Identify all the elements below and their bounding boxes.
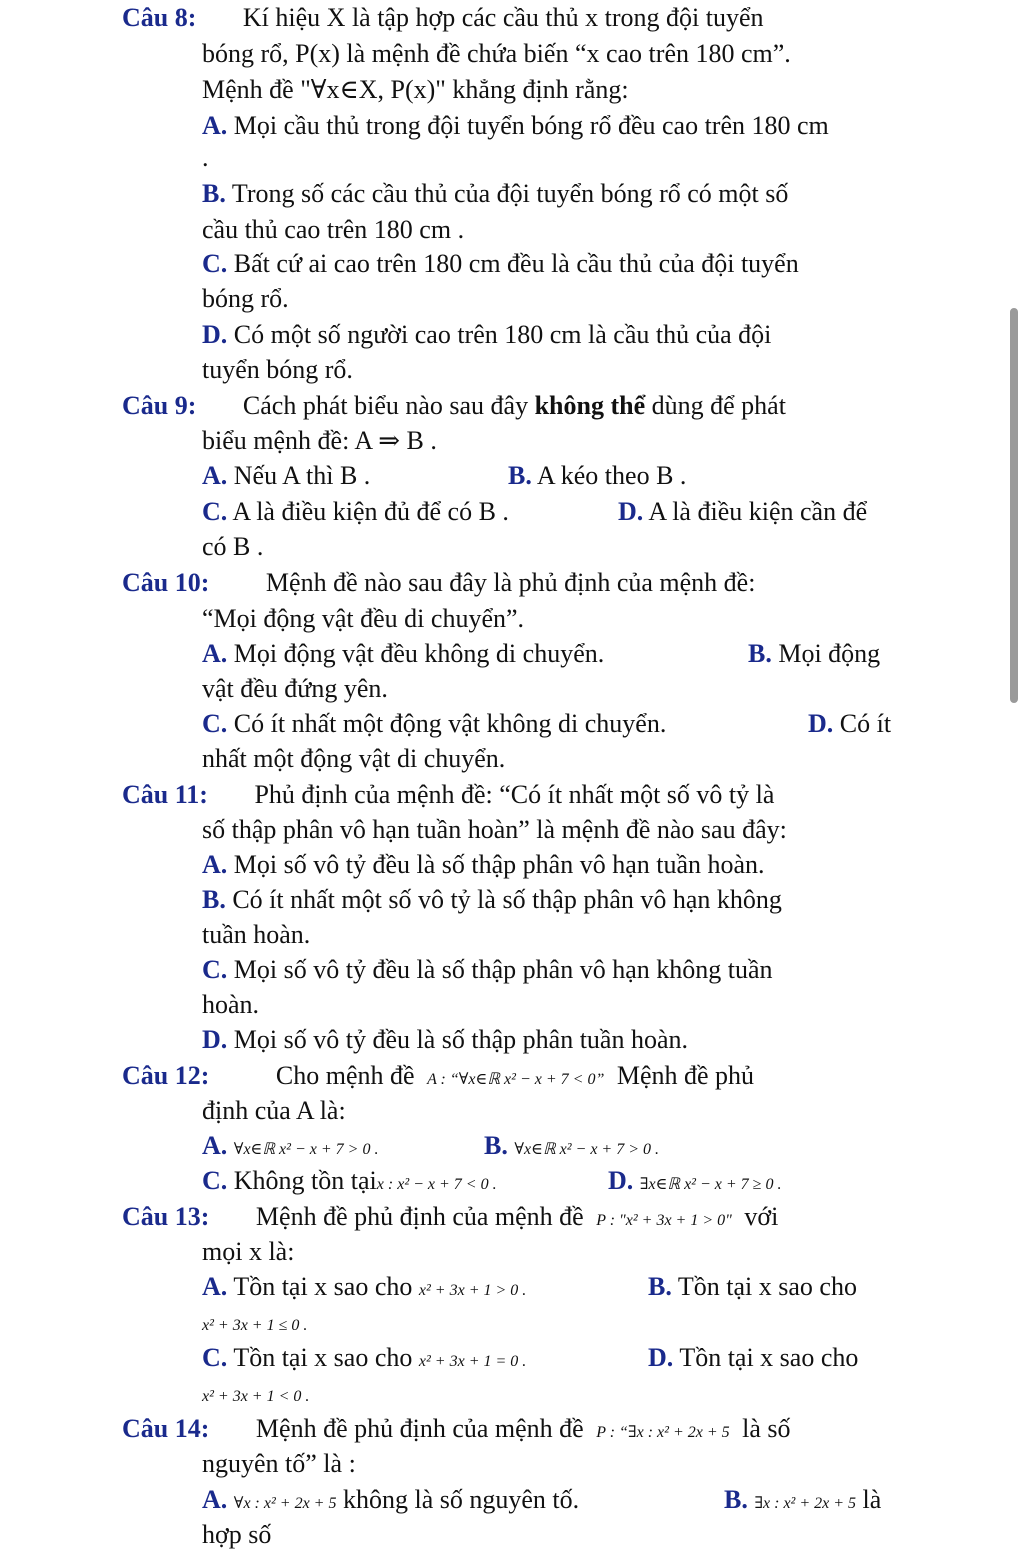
question-9-line-1: Câu 9: Cách phát biểu nào sau đây không thể dùng để phát xyxy=(122,391,786,420)
answer-11c: C. Mọi số vô tỷ đều là số thập phân vô hạn không tuần xyxy=(202,955,773,984)
scrollbar-thumb[interactable] xyxy=(1010,308,1018,703)
math-expression: P : “∃x : x² + 2x + 5 xyxy=(596,1424,730,1441)
question-11-line-2: số thập phân vô hạn tuần hoàn” là mệnh đề nào sau đây: xyxy=(202,815,787,844)
answer-11b-cont: tuần hoàn. xyxy=(202,920,311,949)
answer-9b: B. A kéo theo B . xyxy=(508,461,687,490)
math-expression: x² + 3x + 1 = 0 . xyxy=(418,1353,527,1370)
answer-8d-cont: tuyển bóng rổ. xyxy=(202,355,353,384)
math-expression: ∀x∈ℝ x² − x + 7 > 0 . xyxy=(233,1141,379,1158)
answer-11d: D. Mọi số vô tỷ đều là số thập phân tuần hoàn. xyxy=(202,1025,688,1054)
math-expression: A : “∀x∈ℝ x² − x + 7 < 0” xyxy=(427,1071,605,1088)
answer-8d: D. Có một số người cao trên 180 cm là cầu thủ của đội xyxy=(202,320,772,349)
answer-9a: A. Nếu A thì B . xyxy=(202,461,371,490)
answer-8c: C. Bất cứ ai cao trên 180 cm đều là cầu thủ của đội tuyển xyxy=(202,249,799,278)
math-expression: x² + 3x + 1 ≤ 0 . xyxy=(202,1317,308,1334)
answer-13d: D. Tồn tại x sao cho xyxy=(648,1343,859,1372)
question-8-line-2: bóng rổ, P(x) là mệnh đề chứa biến “x cao trên 180 cm”. xyxy=(202,39,791,68)
answer-12c: C. Không tồn tạix : x² − x + 7 < 0 . xyxy=(202,1166,497,1195)
question-14-line-2: nguyên tố” là : xyxy=(202,1449,356,1478)
math-expression: P : "x² + 3x + 1 > 0" xyxy=(596,1212,732,1229)
question-label: Câu 9: xyxy=(122,391,197,420)
math-expression: ∃x : x² + 2x + 5 xyxy=(754,1495,857,1512)
answer-12b: B. ∀x∈ℝ x² − x + 7 > 0 . xyxy=(484,1131,660,1160)
question-12-line-2: định của A là: xyxy=(202,1096,346,1125)
question-10-line-2: “Mọi động vật đều di chuyển”. xyxy=(202,604,525,633)
question-9-line-2: biểu mệnh đề: A ⇒ B . xyxy=(202,426,437,455)
question-8-line-1: Câu 8: Kí hiệu X là tập hợp các cầu thủ x trong đội tuyển xyxy=(122,3,764,32)
answer-13c: C. Tồn tại x sao cho x² + 3x + 1 = 0 . xyxy=(202,1343,527,1372)
question-label: Câu 13: xyxy=(122,1202,210,1231)
math-expression: x : x² − x + 7 < 0 . xyxy=(376,1176,497,1193)
question-13-line-2: mọi x là: xyxy=(202,1237,295,1266)
answer-10a: A. Mọi động vật đều không di chuyển. xyxy=(202,639,605,668)
answer-13a: A. Tồn tại x sao cho x² + 3x + 1 > 0 . xyxy=(202,1272,527,1301)
question-14-line-1: Câu 14: Mệnh đề phủ định của mệnh đề P : “∃x : x² + 2x + 5 là số xyxy=(122,1414,791,1443)
math-expression: ∀x∈ℝ x² − x + 7 > 0 . xyxy=(514,1141,660,1158)
question-12-line-1: Câu 12: Cho mệnh đề A : “∀x∈ℝ x² − x + 7 < 0” Mệnh đề phủ xyxy=(122,1061,755,1090)
answer-14a: A. ∀x : x² + 2x + 5 không là số nguyên tố. xyxy=(202,1485,580,1514)
answer-13b-cont xyxy=(202,1304,307,1343)
answer-8c-cont: bóng rổ. xyxy=(202,284,289,313)
math-expression: ∃x∈ℝ x² − x + 7 ≥ 0 . xyxy=(639,1176,782,1193)
answer-14b: B. ∃x : x² + 2x + 5 là xyxy=(724,1485,882,1514)
math-expression: ∀x : x² + 2x + 5 xyxy=(233,1495,337,1512)
answer-11b: B. Có ít nhất một số vô tỷ là số thập phân vô hạn không xyxy=(202,885,782,914)
question-11-line-1: Câu 11: Phủ định của mệnh đề: “Có ít nhất một số vô tỷ là xyxy=(122,780,775,809)
answer-10b-cont: vật đều đứng yên. xyxy=(202,674,388,703)
answer-10d: D. Có ít xyxy=(808,709,892,738)
question-10-line-1: Câu 10: Mệnh đề nào sau đây là phủ định của mệnh đề: xyxy=(122,568,756,597)
answer-12d: D. ∃x∈ℝ x² − x + 7 ≥ 0 . xyxy=(608,1166,782,1195)
math-expression: x² + 3x + 1 > 0 . xyxy=(418,1282,527,1299)
answer-11c-cont: hoàn. xyxy=(202,990,260,1019)
answer-13b: B. Tồn tại x sao cho xyxy=(648,1272,857,1301)
answer-10d-cont: nhất một động vật di chuyển. xyxy=(202,744,506,773)
question-label: Câu 8: xyxy=(122,3,197,32)
answer-8b-cont: cầu thủ cao trên 180 cm . xyxy=(202,215,465,244)
answer-12a: A. ∀x∈ℝ x² − x + 7 > 0 . xyxy=(202,1131,379,1160)
answer-13d-cont xyxy=(202,1375,309,1414)
answer-9d-cont: có B . xyxy=(202,532,264,561)
question-8-line-3: Mệnh đề "∀x∈X, P(x)" khẳng định rằng: xyxy=(202,75,629,104)
answer-8b: B. Trong số các cầu thủ của đội tuyển bóng rổ có một số xyxy=(202,179,789,208)
question-label: Câu 10: xyxy=(122,568,210,597)
answer-10b: B. Mọi động xyxy=(748,639,881,668)
answer-9d: D. A là điều kiện cần để xyxy=(618,497,868,526)
answer-8a-cont: . xyxy=(202,143,209,172)
answer-9c: C. A là điều kiện đủ để có B . xyxy=(202,497,509,526)
answer-8a: A. Mọi cầu thủ trong đội tuyển bóng rổ đều cao trên 180 cm xyxy=(202,111,829,140)
math-expression: x² + 3x + 1 < 0 . xyxy=(202,1388,310,1405)
answer-14b-cont: hợp số xyxy=(202,1520,272,1549)
answer-11a: A. Mọi số vô tỷ đều là số thập phân vô hạn tuần hoàn. xyxy=(202,850,765,879)
question-label: Câu 11: xyxy=(122,780,208,809)
question-13-line-1: Câu 13: Mệnh đề phủ định của mệnh đề P : "x² + 3x + 1 > 0" với xyxy=(122,1202,779,1231)
question-label: Câu 12: xyxy=(122,1061,210,1090)
question-label: Câu 14: xyxy=(122,1414,210,1443)
answer-10c: C. Có ít nhất một động vật không di chuyển. xyxy=(202,709,667,738)
